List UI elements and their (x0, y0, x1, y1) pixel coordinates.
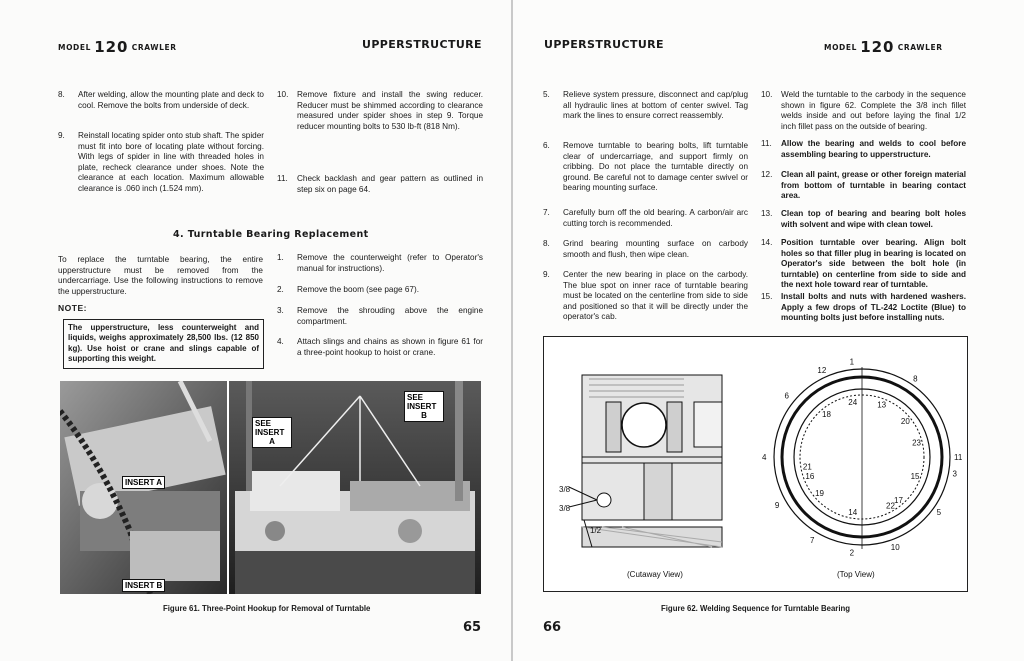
outer-weld-10: 10 (890, 543, 900, 553)
note-label: NOTE: (58, 303, 87, 313)
figure-61-caption: Figure 61. Three-Point Hookup for Removal of Turntable (163, 604, 371, 613)
outer-weld-2: 2 (849, 548, 855, 558)
weld-size-3: 1/2 (590, 526, 602, 535)
step-14-right: 14. Position turntable over bearing. Align bolt holes so that filler plug in bearing is located on Operator's side between the bolt hole (in turntable) on centerline from side to side and the next hole toward rear of turntable. (761, 238, 966, 290)
intro-paragraph: To replace the turntable bearing, the entire upperstructure must be removed from the undercarriage. Use the following instructions to remove the upperstructure. (58, 255, 263, 296)
inner-weld-20: 20 (900, 417, 910, 426)
step-6: 6. Remove turntable to bearing bolts, lift turntable clear of undercarriage, and support firmly on cribbing. Do not place the turntable directly on ground. Be careful not to damage center swivel or bearing mounting surface. (543, 141, 748, 193)
right-page (513, 0, 1024, 661)
inner-weld-15: 15 (910, 472, 920, 482)
inner-weld-17: 17 (894, 495, 903, 505)
step-10: 10. Remove fixture and install the swing reducer. Reducer must be shimmed according to clearance measured under spider shoes in step 9. Torque reducer mounting bolts to 530 lb-ft (818 Nm). (277, 90, 483, 131)
outer-weld-4: 4 (762, 453, 767, 462)
section-subtitle: 4. Turntable Bearing Replacement (173, 229, 369, 240)
step-2: 2. Remove the boom (see page 67). (277, 285, 419, 294)
step-11-right: 11. Allow the bearing and welds to cool before assembling bearing to upperstructure. (761, 139, 966, 159)
see-insert-a-callout: SEE INSERT A (252, 417, 292, 448)
inner-weld-22: 22 (886, 501, 895, 511)
step-1: 1. Remove the counterweight (refer to Operator's manual for instructions). (277, 253, 483, 273)
cutaway-view-label: (Cutaway View) (627, 570, 683, 579)
inner-weld-18: 18 (822, 410, 831, 420)
top-view-label: (Top View) (837, 570, 875, 579)
inner-weld-24: 24 (848, 397, 858, 407)
inner-weld-16: 16 (805, 472, 815, 482)
left-section-header: UPPERSTRUCTURE (362, 38, 482, 51)
figure-62-box (543, 336, 968, 592)
model-number: 120 (860, 38, 895, 56)
step-8: 8. After welding, allow the mounting plate and deck to cool. Remove the bolts from underside of deck. (58, 90, 264, 110)
insert-b-label: INSERT B (122, 579, 165, 592)
inner-weld-19: 19 (815, 489, 825, 498)
right-model-header (824, 38, 943, 56)
top-view-ring (774, 367, 950, 549)
welding-sequence-diagram (544, 337, 967, 591)
inner-weld-21: 21 (802, 462, 812, 472)
model-prefix: MODEL (824, 43, 857, 52)
outer-weld-11: 11 (954, 453, 963, 462)
model-prefix: MODEL (58, 43, 91, 52)
step-9-right: 9. Center the new bearing in place on the carbody. The blue spot on inner race of turntable bearing must be located on the centerline from side to side and positioned so that it will be directly under the operator's cab. (543, 270, 748, 322)
figure-61-photo (60, 381, 481, 594)
outer-weld-3: 3 (952, 469, 957, 479)
model-suffix: CRAWLER (897, 43, 943, 52)
outer-weld-5: 5 (936, 508, 942, 518)
outer-weld-8: 8 (913, 374, 918, 384)
step-4: 4. Attach slings and chains as shown in figure 61 for a three-point hookup to hoist or crane. (277, 337, 483, 357)
note-box: The upperstructure, less counterweight and liquids, weighs approximately 28,500 lbs. (12 850 kg). Use hoist or crane and slings capable of supporting this weight. (63, 319, 264, 369)
model-suffix: CRAWLER (131, 43, 177, 52)
page-number-right: 66 (543, 620, 562, 635)
step-5: 5. Relieve system pressure, disconnect and cap/plug all hydraulic lines at bottom of center swivel. Tag mark the lines to ensure correct reassembly. (543, 90, 748, 121)
step-13-right: 13. Clean top of bearing and bearing bolt holes with solvent and wipe with clean towel. (761, 209, 966, 229)
cutaway-view (569, 375, 722, 547)
step-9: 9. Reinstall locating spider onto stub shaft. The spider must fit into bore of locating plate without forcing. With legs of spider in line with threaded holes in plate, recheck clearance under shoes. Note the clearance at each location. Maximum allowable clearance is .060 inch (1.524 mm). (58, 131, 264, 193)
figure-62-caption: Figure 62. Welding Sequence for Turntable Bearing (661, 604, 851, 613)
step-12-right: 12. Clean all paint, grease or other foreign material from bottom of turntable in bearing contact area. (761, 170, 966, 201)
step-10-right: 10. Weld the turntable to the carbody in the sequence shown in figure 62. Complete the 3/8 inch fillet welds inside and out before laying the final 1/2 inch fillet pass on the outside of bearing. (761, 90, 966, 131)
left-model-header (58, 38, 177, 56)
inner-weld-14: 14 (848, 508, 858, 518)
step-8-right: 8. Grind bearing mounting surface on carbody smooth and flush, then wipe clean. (543, 239, 748, 259)
outer-weld-1: 1 (849, 357, 855, 367)
outer-weld-9: 9 (774, 501, 780, 510)
outer-weld-sequence (762, 357, 963, 557)
weld-size-1: 3/8 (559, 485, 571, 494)
right-section-header: UPPERSTRUCTURE (544, 38, 664, 51)
outer-weld-12: 12 (817, 366, 827, 375)
outer-weld-7: 7 (810, 536, 815, 546)
step-7: 7. Carefully burn off the old bearing. A carbon/air arc cutting torch is recommended. (543, 208, 748, 228)
step-3: 3. Remove the shrouding above the engine compartment. (277, 306, 483, 326)
inner-weld-23: 23 (912, 438, 922, 448)
weld-size-2: 3/8 (559, 504, 571, 513)
inner-weld-13: 13 (877, 400, 887, 410)
step-15-right: 15. Install bolts and nuts with hardened washers. Apply a few drops of TL-242 Loctite (Blue) to mounting bolts just before installing nuts. (761, 292, 966, 323)
left-page (0, 0, 511, 661)
page-number-left: 65 (463, 620, 482, 635)
step-11: 11. Check backlash and gear pattern as outlined in step six on page 64. (277, 174, 483, 194)
model-number: 120 (94, 38, 129, 56)
insert-a-label: INSERT A (122, 476, 165, 489)
outer-weld-6: 6 (784, 391, 789, 401)
see-insert-b-callout: SEE INSERT B (404, 391, 444, 422)
